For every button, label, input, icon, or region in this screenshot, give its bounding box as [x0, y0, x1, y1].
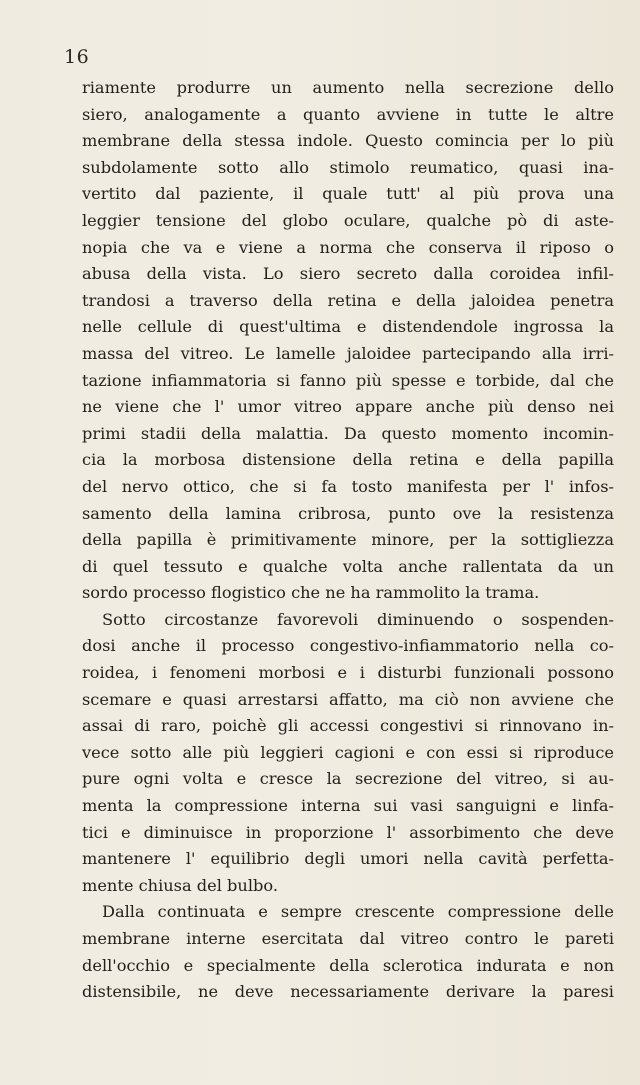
text-line: ne viene che l' umor vitreo appare anche più denso nei [82, 397, 614, 417]
text-line: abusa della vista. Lo siero secreto dalla coroidea infil- [82, 264, 614, 284]
text-line: Sotto circostanze favorevoli diminuendo o sospenden- [102, 609, 614, 629]
text-line: roidea, i fenomeni morbosi e i disturbi funzionali possono [82, 663, 614, 683]
text-line: pure ogni volta e cresce la secrezione del vitreo, si au- [82, 769, 614, 789]
text-line: di quel tessuto e qualche volta anche rallentata da un [82, 556, 614, 576]
text-line: tici e diminuisce in proporzione l' assorbimento che deve [82, 822, 614, 842]
text-line: dosi anche il processo congestivo-infiammatorio nella co- [82, 636, 614, 656]
text-line: samento della lamina cribrosa, punto ove la resistenza [82, 503, 614, 523]
text-line: Dalla continuata e sempre crescente compressione delle [102, 902, 614, 922]
text-line: nopia che va e viene a norma che conserva il riposo o [82, 237, 614, 257]
text-line: mente chiusa del bulbo. [82, 875, 278, 895]
text-line: vertito dal paziente, il quale tutt' al più prova una [82, 184, 614, 204]
text-line: dell'occhio e specialmente della sclerotica indurata e non [82, 955, 614, 975]
body-text [82, 75, 614, 1006]
text-line: vece sotto alle più leggieri cagioni e con essi si riproduce [82, 742, 614, 762]
text-line: scemare e quasi arrestarsi affatto, ma ciò non avviene che [82, 689, 614, 709]
text-line: distensibile, ne deve necessariamente derivare la paresi [82, 982, 614, 1002]
text-line: membrane interne esercitata dal vitreo contro le pareti [82, 929, 614, 948]
text-line: tazione infiammatoria si fanno più spesse e torbide, dal che [82, 370, 614, 390]
text-line: cia la morbosa distensione della retina e della papilla [82, 450, 614, 470]
text-line: primi stadii della malattia. Da questo momento incomin- [82, 423, 614, 443]
text-line: nelle cellule di quest'ultima e distendendole ingrossa la [82, 317, 614, 337]
text-line: assai di raro, poichè gli accessi congestivi si rinnovano in- [82, 716, 614, 736]
text-line: siero, analogamente a quanto avviene in tutte le altre [82, 104, 614, 124]
text-line: trandosi a traverso della retina e della jaloidea penetra [82, 290, 614, 310]
text-line: subdolamente sotto allo stimolo reumatico, quasi ina- [82, 157, 614, 177]
text-line: della papilla è primitivamente minore, per la sottigliezza [82, 530, 614, 550]
text-line: membrane della stessa indole. Questo comincia per lo più [82, 131, 614, 151]
text-line: massa del vitreo. Le lamelle jaloidee partecipando alla irri- [82, 343, 614, 363]
text-line: riamente produrre un aumento nella secrezione dello [82, 78, 614, 97]
text-line: menta la compressione interna sui vasi sanguigni e linfa- [82, 796, 614, 816]
text-line: del nervo ottico, che si fa tosto manifesta per l' infos- [82, 476, 614, 496]
text-line: leggier tensione del globo oculare, qualche pò di aste- [82, 210, 614, 230]
page-number: 16 [64, 46, 90, 68]
text-line: mantenere l' equilibrio degli umori nella cavità perfetta- [82, 849, 614, 869]
text-line: sordo processo flogistico che ne ha rammolito la trama. [82, 583, 540, 603]
